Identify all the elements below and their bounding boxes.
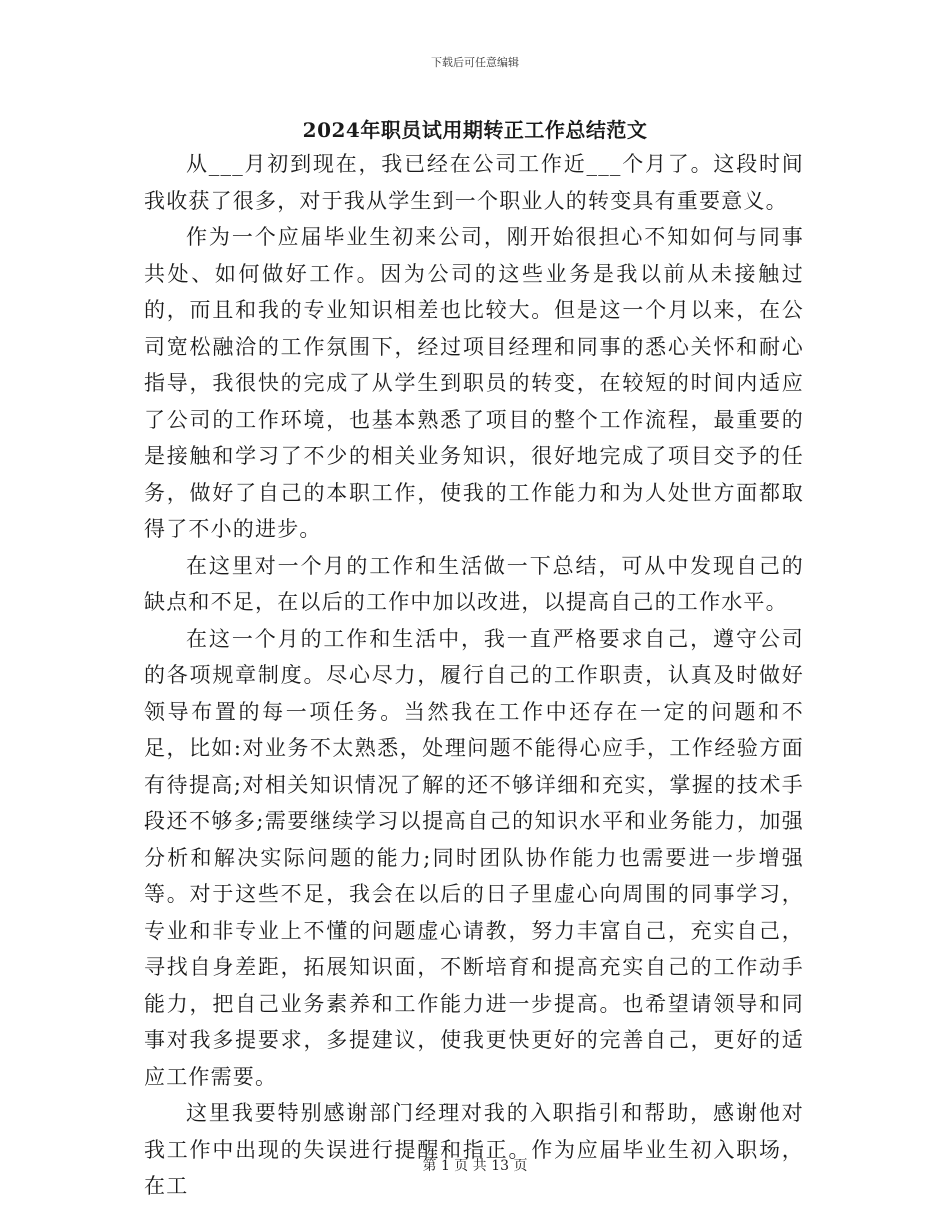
document-body [144,146,804,1205]
paragraph-3: 在这里对一个月的工作和生活做一下总结，可从中发现自己的缺点和不足，在以后的工作中加以改进，以提高自己的工作水平。 [144,553,804,614]
page-footer: 第 1 页 共 13 页 [422,1158,528,1174]
paragraph-4: 在这一个月的工作和生活中，我一直严格要求自己，遵守公司的各项规章制度。尽心尽力，履行自己的工作职责，认真及时做好领导布置的每一项任务。当然我在工作中还存在一定的问题和不足，比如:对业务不太熟悉，处理问题不能得心应手，工作经验方面有待提高;对相关知识情况了解的还不够详细和充实，掌握的技术手段还不够多;需要继续学习以提高自己的知识水平和业务能力，加强分析和解决实际问题的能力;同时团队协作能力也需要进一步增强等。对于这些不足，我会在以后的日子里虚心向周围的同事学习，专业和非专业上不懂的问题虚心请教，努力丰富自己，充实自己，寻找自身差距，拓展知识面，不断培育和提高充实自己的工作动手能力，把自己业务素养和工作能力进一步提高。也希望请领导和同事对我多提要求，多提建议，使我更快更好的完善自己，更好的适应工作需要。 [144,626,804,1089]
paragraph-1: 从___月初到现在，我已经在公司工作近___个月了。这段时间我收获了很多，对于我从学生到一个职业人的转变具有重要意义。 [144,152,804,213]
paragraph-5: 这里我要特别感谢部门经理对我的入职指引和帮助，感谢他对我工作中出现的失误进行提醒和指正。作为应届毕业生初入职场，在工 [144,1101,804,1198]
document-title: 2024年职员试用期转正工作总结范文 [302,118,648,142]
paragraph-2: 作为一个应届毕业生初来公司，刚开始很担心不知如何与同事共处、如何做好工作。因为公司的这些业务是我以前从未接触过的，而且和我的专业知识相差也比较大。但是这一个月以来，在公司宽松融洽的工作氛围下，经过项目经理和同事的悉心关怀和耐心指导，我很快的完成了从学生到职员的转变，在较短的时间内适应了公司的工作环境，也基本熟悉了项目的整个工作流程，最重要的是接触和学习了不少的相关业务知识，很好地完成了项目交予的任务，做好了自己的本职工作，使我的工作能力和为人处世方面都取得了不小的进步。 [144,225,804,541]
header-note: 下载后可任意编辑 [431,56,519,69]
